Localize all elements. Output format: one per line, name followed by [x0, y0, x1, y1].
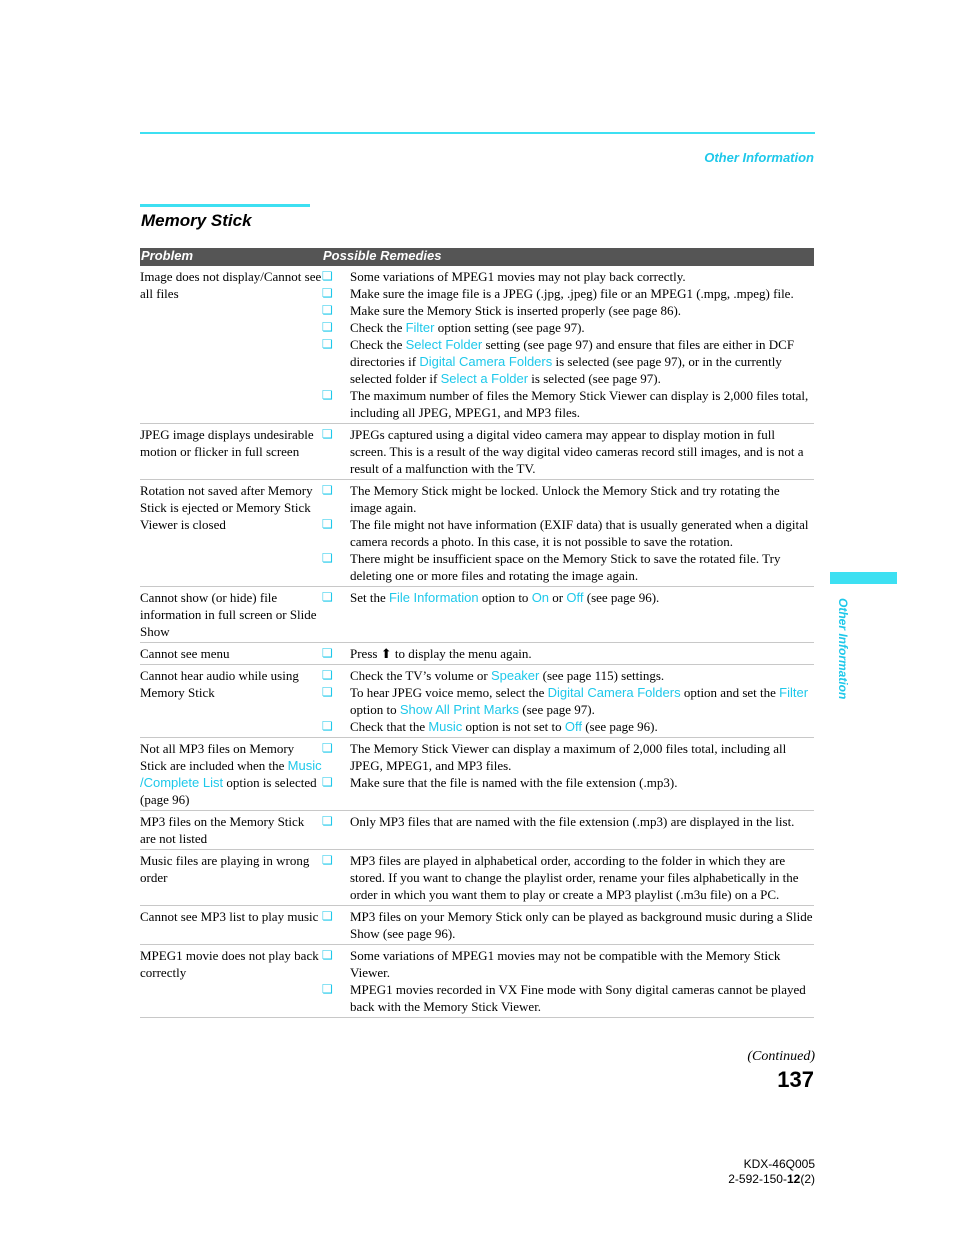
text-run: Make sure that the file is named with the file extension (.mp3). — [350, 775, 678, 790]
checkbox-bullet-icon: ❏ — [322, 483, 333, 497]
option-name: Music /Complete List — [140, 758, 322, 790]
title-rule — [140, 204, 310, 207]
remedy-text — [350, 336, 814, 387]
option-name: Digital Camera Folders — [547, 685, 681, 700]
checkbox-bullet-icon: ❏ — [322, 685, 333, 699]
table-row — [140, 811, 814, 850]
table-row — [140, 587, 814, 643]
remedy-item — [322, 387, 814, 421]
checkbox-bullet-icon: ❏ — [322, 741, 333, 755]
option-name: On — [531, 590, 550, 605]
checkbox-bullet-icon: ❏ — [322, 303, 333, 317]
remedy-item — [322, 718, 814, 735]
text-run: (see page 97). — [519, 702, 595, 717]
text-run: Make sure the image file is a JPEG (.jpg, .jpeg) file or an MPEG1 (.mpg, .mpeg) file. — [350, 286, 794, 301]
text-run: setting (see page 97) and ensure that files are either in DCF directories if — [350, 337, 795, 369]
troubleshooting-table — [140, 248, 814, 1018]
section-header: Other Information — [704, 150, 814, 165]
problem-cell: Cannot hear audio while using Memory Stick — [140, 668, 299, 700]
remedy-text — [350, 482, 814, 516]
text-run: The Memory Stick might be locked. Unlock the Memory Stick and try rotating the image again. — [350, 483, 780, 515]
remedy-item — [322, 774, 814, 791]
continued-note: (Continued) — [747, 1049, 815, 1064]
remedy-text — [350, 516, 814, 550]
remedy-text — [350, 947, 814, 981]
remedy-item — [322, 268, 814, 285]
text-run: Make sure the Memory Stick is inserted properly (see page 86). — [350, 303, 682, 318]
remedies-cell — [322, 740, 814, 808]
option-name: File Information — [389, 590, 479, 605]
text-run: Some variations of MPEG1 movies may not be compatible with the Memory Stick Viewer. — [350, 948, 781, 980]
problem-cell: Rotation not saved after Memory Stick is ejected or Memory Stick Viewer is closed — [140, 483, 313, 532]
remedies-cell — [322, 589, 814, 640]
text-run: MPEG1 movies recorded in VX Fine mode with Sony digital cameras cannot be played back with the Memory Stick Viewer. — [350, 982, 806, 1014]
checkbox-bullet-icon: ❏ — [322, 590, 333, 604]
remedy-text — [350, 387, 814, 421]
problem-cell: Music files are playing in wrong order — [140, 853, 310, 885]
checkbox-bullet-icon: ❏ — [322, 646, 333, 660]
text-run: Some variations of MPEG1 movies may not play back correctly. — [350, 269, 686, 284]
remedy-text — [350, 852, 814, 903]
remedy-text — [350, 589, 814, 606]
problem-cell: Cannot show (or hide) file information in full screen or Slide Show — [140, 590, 317, 639]
checkbox-bullet-icon: ❏ — [322, 517, 333, 531]
text-run: or — [549, 590, 567, 605]
remedies-cell — [322, 482, 814, 584]
checkbox-bullet-icon: ❏ — [322, 320, 333, 334]
remedy-text — [350, 981, 814, 1015]
problem-cell: Cannot see MP3 list to play music — [140, 909, 319, 924]
text-run: Set the — [350, 590, 389, 605]
remedy-text — [350, 718, 814, 735]
problem-cell: Cannot see menu — [140, 646, 230, 661]
column-header-problem: Problem — [141, 248, 194, 263]
text-run: Only MP3 files that are named with the file extension (.mp3) are displayed in the list. — [350, 814, 795, 829]
table-row — [140, 266, 814, 424]
remedy-text — [350, 426, 814, 477]
table-row — [140, 738, 814, 811]
remedy-item — [322, 426, 814, 477]
text-run: (see page 96). — [583, 590, 660, 605]
table-body — [140, 266, 814, 1018]
remedy-text — [350, 319, 814, 336]
option-name: Off — [564, 719, 582, 734]
checkbox-bullet-icon: ❏ — [322, 982, 333, 996]
text-run: option to — [350, 702, 400, 717]
checkbox-bullet-icon: ❏ — [322, 909, 333, 923]
remedies-cell — [322, 667, 814, 735]
remedy-item — [322, 947, 814, 981]
table-row — [140, 424, 814, 480]
text-run: option setting (see page 97). — [434, 320, 585, 335]
remedies-cell — [322, 813, 814, 847]
problem-cell: MP3 files on the Memory Stick are not listed — [140, 814, 305, 846]
remedy-text — [350, 684, 814, 718]
remedy-item — [322, 516, 814, 550]
checkbox-bullet-icon: ❏ — [322, 337, 333, 351]
side-tab-label: Other Information — [836, 598, 850, 700]
problem-cell: JPEG image displays undesirable motion or flicker in full screen — [140, 427, 314, 459]
remedies-cell — [322, 426, 814, 477]
remedy-item — [322, 482, 814, 516]
remedy-item — [322, 981, 814, 1015]
text-run: Press ⬆ to display the menu again. — [350, 646, 532, 661]
model-info — [728, 1157, 815, 1187]
option-name: Select Folder — [405, 337, 483, 352]
remedy-text — [350, 645, 814, 662]
text-run: is selected (see page 97). — [528, 371, 661, 386]
remedies-cell — [322, 268, 814, 421]
remedy-text — [350, 285, 814, 302]
remedy-text — [350, 667, 814, 684]
checkbox-bullet-icon: ❏ — [322, 269, 333, 283]
remedy-item — [322, 319, 814, 336]
text-run: Not all MP3 files on Memory Stick are included when the — [140, 741, 295, 773]
table-row — [140, 906, 814, 945]
remedy-item — [322, 852, 814, 903]
text-run: Check the TV’s volume or — [350, 668, 491, 683]
option-name: Digital Camera Folders — [419, 354, 553, 369]
table-row — [140, 850, 814, 906]
remedy-item — [322, 589, 814, 606]
checkbox-bullet-icon: ❏ — [322, 286, 333, 300]
text-run: (see page 96). — [581, 719, 658, 734]
text-run: The Memory Stick Viewer can display a maximum of 2,000 files total, including all JPEG, MPEG1, and MP3 files. — [350, 741, 787, 773]
checkbox-bullet-icon: ❏ — [322, 775, 333, 789]
remedy-text — [350, 908, 814, 942]
remedy-item — [322, 550, 814, 584]
option-name: Select a Folder — [440, 371, 529, 386]
remedy-item — [322, 285, 814, 302]
remedy-text — [350, 268, 814, 285]
option-name: Speaker — [490, 668, 540, 683]
remedy-text — [350, 813, 814, 830]
remedy-text — [350, 740, 814, 774]
text-run: MP3 files on your Memory Stick only can be played as background music during a Slide Show (see page 96). — [350, 909, 813, 941]
text-run: JPEGs captured using a digital video camera may appear to display motion in full screen. This is a result of the way digital video cameras record still images, and is not a result of a malfunction with the TV. — [350, 427, 804, 476]
problem-cell — [140, 740, 322, 808]
table-row — [140, 643, 814, 665]
remedy-item — [322, 645, 814, 662]
text-run: The file might not have information (EXIF data) that is usually generated when a digital camera records a photo. In this case, it is not possible to save the rotation. — [350, 517, 809, 549]
checkbox-bullet-icon: ❏ — [322, 551, 333, 565]
text-run: There might be insufficient space on the Memory Stick to save the rotated file. Try deleting one or more files and rotating the image again. — [350, 551, 781, 583]
remedies-cell — [322, 908, 814, 942]
table-row — [140, 665, 814, 738]
text-run: Check that the — [350, 719, 429, 734]
option-name: Filter — [779, 685, 809, 700]
top-rule — [140, 132, 815, 134]
page-number: 137 — [777, 1067, 814, 1092]
remedy-item — [322, 740, 814, 774]
table-row — [140, 945, 814, 1018]
checkbox-bullet-icon: ❏ — [322, 719, 333, 733]
remedy-text — [350, 302, 814, 319]
problem-cell: MPEG1 movie does not play back correctly — [140, 948, 319, 980]
checkbox-bullet-icon: ❏ — [322, 814, 333, 828]
option-name: Off — [566, 590, 584, 605]
text-run: option is selected (page 96) — [140, 775, 317, 807]
checkbox-bullet-icon: ❏ — [322, 948, 333, 962]
remedy-item — [322, 908, 814, 942]
remedy-item — [322, 813, 814, 830]
table-row — [140, 480, 814, 587]
option-name: Show All Print Marks — [399, 702, 520, 717]
remedies-cell — [322, 852, 814, 903]
side-tab-bar — [830, 572, 897, 584]
problem-cell: Image does not display/Cannot see all files — [140, 269, 322, 301]
checkbox-bullet-icon: ❏ — [322, 388, 333, 402]
remedy-item — [322, 302, 814, 319]
remedy-text — [350, 774, 814, 791]
text-run: option and set the — [680, 685, 780, 700]
option-name: Filter — [405, 320, 435, 335]
remedy-item — [322, 667, 814, 684]
text-run: To hear JPEG voice memo, select the — [350, 685, 548, 700]
remedies-cell — [322, 947, 814, 1015]
part-number: 2-592-150-12(2) — [728, 1172, 815, 1186]
remedies-cell — [322, 645, 814, 662]
model-number: KDX-46Q005 — [743, 1157, 815, 1171]
text-run: The maximum number of files the Memory Stick Viewer can display is 2,000 files total, including all JPEG, MPEG1, and MP3 files. — [350, 388, 809, 420]
text-run: option to — [478, 590, 532, 605]
checkbox-bullet-icon: ❏ — [322, 853, 333, 867]
text-run: option is not set to — [462, 719, 565, 734]
remedy-item — [322, 684, 814, 718]
page-title: Memory Stick — [141, 211, 252, 230]
checkbox-bullet-icon: ❏ — [322, 427, 333, 441]
table-header — [140, 248, 814, 266]
remedy-item — [322, 336, 814, 387]
checkbox-bullet-icon: ❏ — [322, 668, 333, 682]
column-header-remedies: Possible Remedies — [323, 248, 442, 263]
option-name: Music — [428, 719, 463, 734]
text-run: Check the — [350, 337, 406, 352]
text-run: MP3 files are played in alphabetical order, according to the folder in which they are stored. If you want to change the playlist order, rename your files alphabetically in the order in which you want them to play or create a MP3 playlist (.m3u file) on a PC. — [350, 853, 799, 902]
remedy-text — [350, 550, 814, 584]
text-run: Check the — [350, 320, 406, 335]
text-run: (see page 115) settings. — [539, 668, 665, 683]
text-run: is selected (see page 97), or in the currently selected folder if — [350, 354, 782, 386]
